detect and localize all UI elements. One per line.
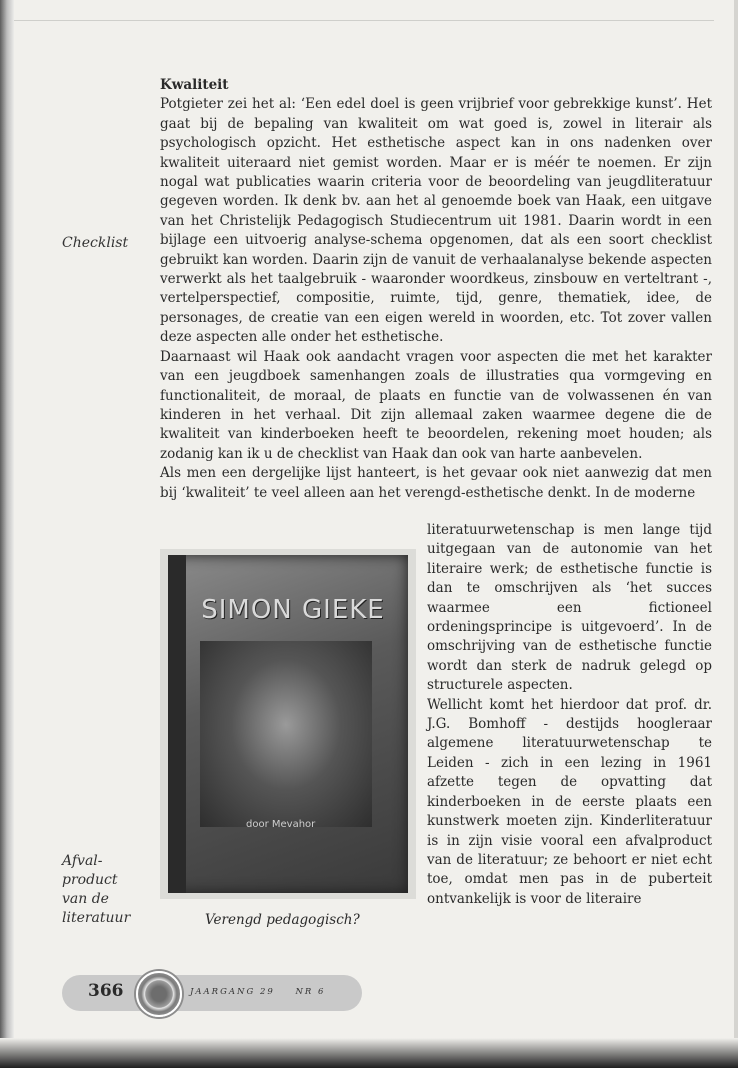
section-heading: Kwaliteit xyxy=(160,77,229,93)
margin-note-checklist: Checklist xyxy=(62,235,129,251)
margin-note-line: van de xyxy=(62,891,109,907)
paragraph: literatuurwetenschap is men lange tijd uitgegaan van de autonomie van het literaire werk; de esthetische functie is dan te omschrijven als ‘het succes waarmee een fictioneel ordeningsprincipe is uitgevoerd’. In de omschrijving van de esthetische functie wordt dan sterk de nadruk gelegd op structurele aspecten. xyxy=(427,522,712,694)
journal-issue: NR 6 xyxy=(295,987,326,997)
paragraph: Potgieter zei het al: ‘Een edel doel is geen vrijbrief voor gebrekkige kunst’. Het gaat bij de bepaling van kwaliteit om wat goed is, zowel in literair als psychologisch opzicht. Het esthetische aspect kan in ons nadenken over kwaliteit uiteraard niet gemist worden. Maar er is méér te noemen. Er zijn nogal wat publicaties waarin criteria voor de beoordeling van jeugdliteratuur gegeven worden. Ik denk bv. aan het al genoemde boek van Haak, een uitgave van het Christelijk Pedagogisch Studiecentrum uit 1981. Daarin wordt in een bijlage een uitvoerig analyse-schema opgenomen, dat als een soort checklist gebruikt kan worden. Daarin zijn de vanuit de verhaalanalyse bekende aspecten verwerkt als het taalgebruik - waaronder woordkeus, zinsbouw en verteltrant -, vertelperspectief, compositie, ruimte, tijd, genre, thematiek, idee, de personages, de creatie van een eigen wereld in woorden, etc. Tot zover vallen deze aspecten alle onder het esthetische. xyxy=(160,96,712,346)
page-number: 366 xyxy=(88,981,124,1001)
paragraph: Als men een dergelijke lijst hanteert, is het gevaar ook niet aanwezig dat men bij ‘kwaliteit’ te veel alleen aan het verengd-esthetische denkt. In de moderne xyxy=(160,465,712,501)
page-edge-shadow xyxy=(0,0,14,1068)
margin-note-afvalproduct xyxy=(62,852,152,928)
paragraph: Daarnaast wil Haak ook aandacht vragen voor aspecten die met het karakter van een jeugdboek samenhangen zoals de illustraties qua vormgeving en functionaliteit, de moraal, de plaats en functie van de volwassenen én van kinderen in het verhaal. Dit zijn allemaal zaken waarmee degene die de kwaliteit van kinderboeken heeft te beoordelen, rekening moet houden; als zodanig kan ik u de checklist van Haak dan ook van harte aanbevelen. xyxy=(160,348,712,462)
journal-emblem-icon xyxy=(136,971,182,1017)
book-cover-illustration xyxy=(200,641,372,827)
book-cover-figure xyxy=(160,549,416,899)
page-bottom-shadow xyxy=(0,1038,738,1068)
margin-note-line: Afval- xyxy=(62,853,103,869)
margin-note-line: product xyxy=(62,872,118,888)
journal-info xyxy=(190,987,341,997)
figure-caption: Verengd pedagogisch? xyxy=(205,912,360,928)
article-main-text xyxy=(160,76,712,503)
book-cover-title: SIMON GIEKE xyxy=(201,595,385,625)
top-rule xyxy=(14,20,714,21)
margin-note-line: literatuur xyxy=(62,910,131,926)
book-spine xyxy=(168,555,186,893)
page-edge-right xyxy=(734,0,738,1068)
journal-volume: JAARGANG 29 xyxy=(190,987,275,997)
article-side-column xyxy=(427,521,712,909)
book-cover-author: door Mevahor xyxy=(246,819,316,830)
paragraph: Wellicht komt het hierdoor dat prof. dr. J.G. Bomhoff - destijds hoogleraar algemene literatuurwetenschap te Leiden - zich in een lezing in 1961 afzette tegen de opvatting dat kinderboeken in de eerste plaats een kunstwerk moeten zijn. Kinderliteratuur is in zijn visie vooral een afvalproduct van de literatuur; ze behoort er niet echt toe, omdat men pas in de puberteit ontvankelijk is voor de literaire xyxy=(427,696,712,907)
